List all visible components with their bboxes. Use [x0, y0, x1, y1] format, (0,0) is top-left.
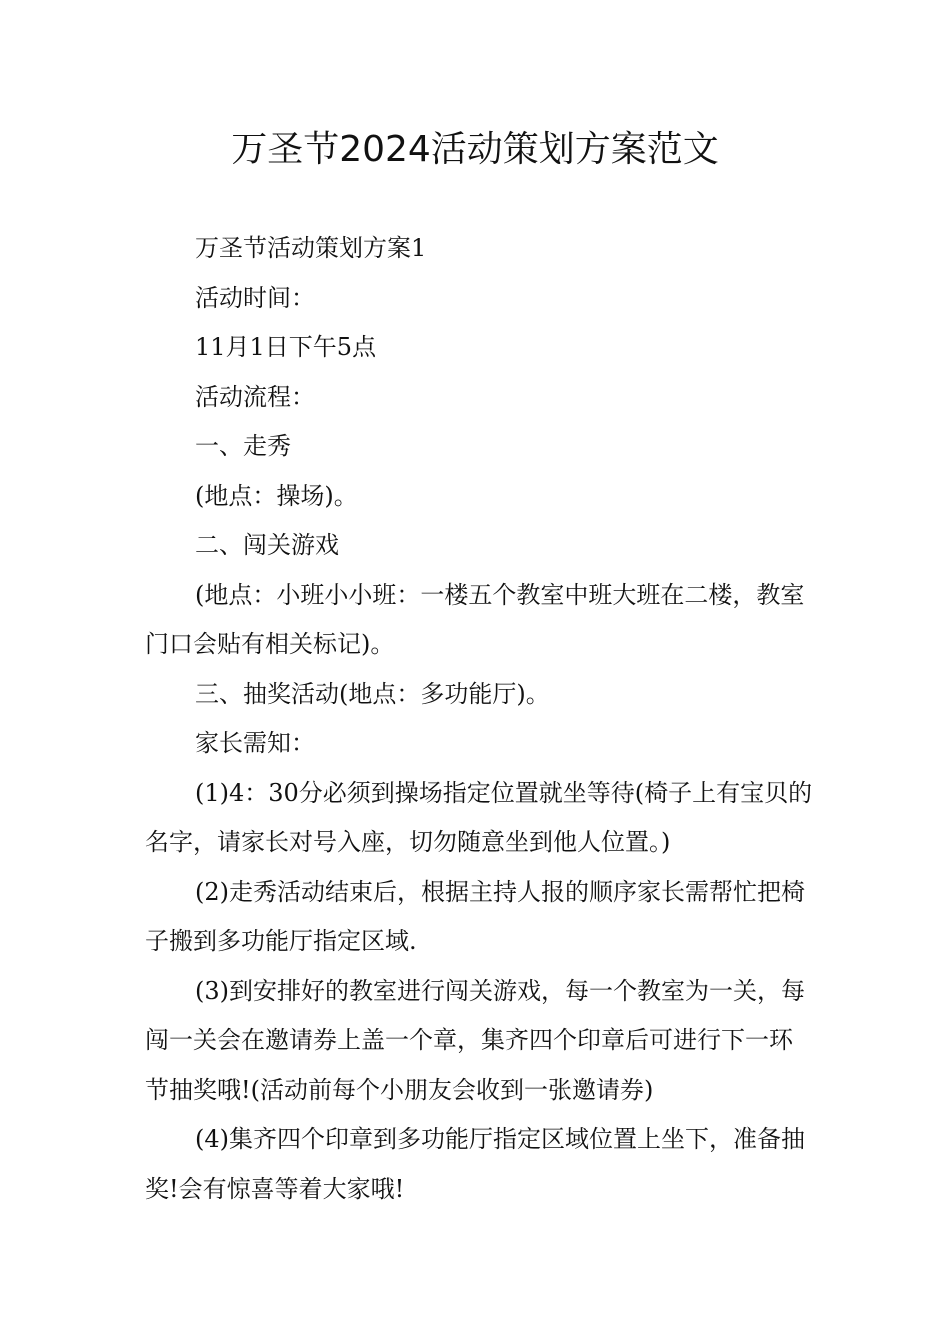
paragraph-step-1-location: (地点：操场)。 [195, 481, 358, 510]
document-body [145, 224, 815, 1214]
paragraph-time-label: 活动时间： [195, 283, 315, 312]
paragraph-notice-2: (2)走秀活动结束后，根据主持人报的顺序家长需帮忙把椅子搬到多功能厅指定区域. [145, 877, 805, 955]
paragraph-process-label: 活动流程： [195, 382, 315, 411]
paragraph-step-2-location: (地点：小班小小班：一楼五个教室中班大班在二楼，教室门口会贴有相关标记)。 [145, 580, 805, 658]
paragraph-notice-1: (1)4：30分必须到操场指定位置就坐等待(椅子上有宝贝的名字，请家长对号入座，切勿随意坐到他人位置。) [145, 778, 813, 856]
document-title: 万圣节2024活动策划方案范文 [231, 129, 719, 170]
paragraph-step-3: 三、抽奖活动(地点：多功能厅)。 [195, 679, 550, 708]
paragraph-step-2: 二、闯关游戏 [195, 531, 339, 559]
paragraph-notice-4: (4)集齐四个印章到多功能厅指定区域位置上坐下，准备抽奖!会有惊喜等着大家哦! [145, 1125, 805, 1203]
paragraph-step-1: 一、走秀 [195, 432, 291, 460]
paragraph-heading-plan: 万圣节活动策划方案1 [195, 234, 427, 262]
paragraph-notice-label: 家长需知： [195, 729, 315, 757]
paragraph-time-value: 11月1日下午5点 [195, 333, 377, 361]
paragraph-notice-3: (3)到安排好的教室进行闯关游戏，每一个教室为一关，每闯一关会在邀请券上盖一个章，集齐四个印章后可进行下一环节抽奖哦!(活动前每个小朋友会收到一张邀请券) [145, 976, 805, 1104]
